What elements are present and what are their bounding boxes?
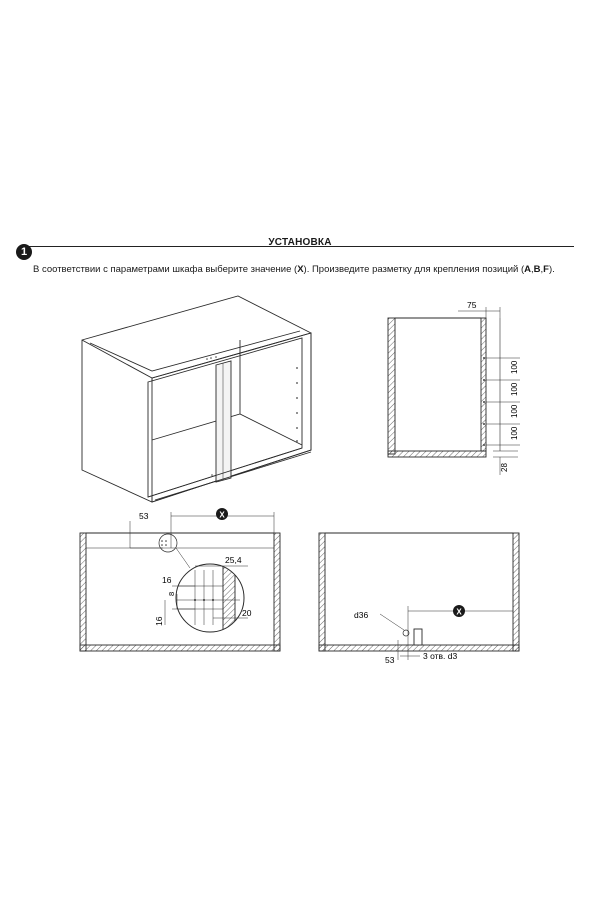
bottom-view [319,533,519,660]
section-heading: УСТАНОВКА [268,237,332,248]
dim-53-front: 53 [139,511,149,521]
dim-28: 28 [500,463,509,472]
x-marker-front [216,508,228,520]
dim-16-lower: 16 [154,616,164,626]
dim-53-bottom: 53 [385,655,395,665]
dim-25-4: 25,4 [225,555,242,565]
x-marker-bottom [453,605,465,617]
svg-text:X: X [456,607,462,617]
dim-100-1: 100 [510,360,519,374]
step-number-badge: 1 [16,244,32,260]
dim-100-4: 100 [510,426,519,440]
dim-20: 20 [242,608,252,618]
dim-8: 8 [167,591,176,596]
holes-label: 3 отв. d3 [423,651,458,661]
dim-16-upper: 16 [162,575,172,585]
svg-text:X: X [219,510,225,520]
dim-100-3: 100 [510,404,519,418]
side-view [388,307,520,475]
dim-100-2: 100 [510,382,519,396]
dim-75: 75 [467,300,477,310]
instruction-text: В соответствии с параметрами шкафа выберите значение (X). Произведите разметку для крепления позиций (A,B,F). [33,264,555,275]
front-view [80,512,280,651]
cabinet-isometric [82,296,311,502]
dim-d36: d36 [354,610,369,620]
